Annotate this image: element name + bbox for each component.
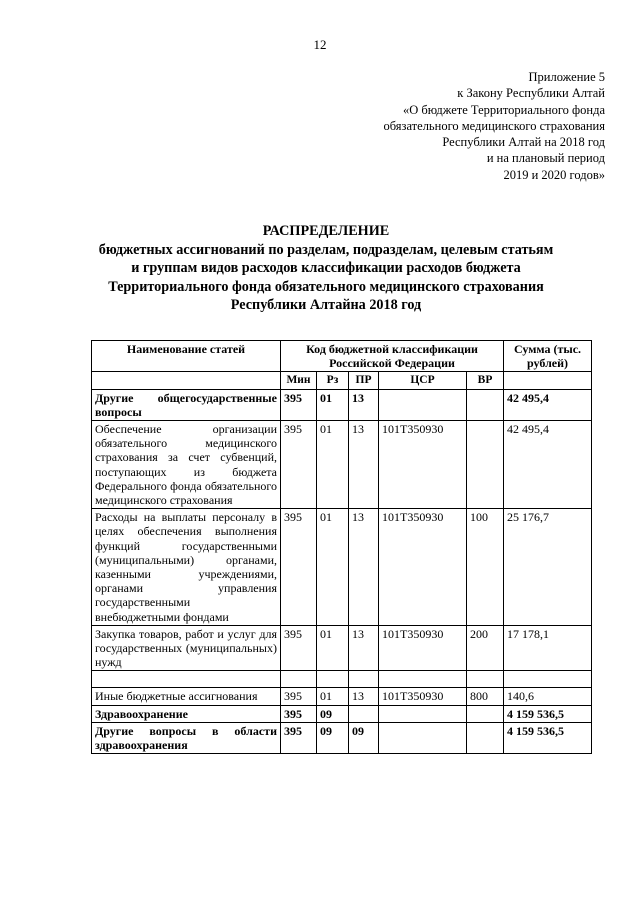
appendix-line: к Закону Республики Алтай: [457, 86, 605, 101]
row-rz: 01: [317, 625, 349, 671]
appendix-line: 2019 и 2020 годов»: [503, 167, 605, 182]
row-amount: 42 495,4: [504, 421, 592, 509]
row-csr: 101Т350930: [379, 509, 467, 626]
title-line: и группам видов расходов классификации расходов бюджета: [131, 260, 521, 276]
row-name: Здравоохранение: [92, 705, 281, 722]
row-name: Другие общегосударственные вопросы: [92, 389, 281, 420]
header-vr: ВР: [467, 372, 504, 389]
row-name: Иные бюджетные ассигнования: [92, 688, 281, 705]
table-row: [92, 688, 592, 705]
row-rz: 01: [317, 509, 349, 626]
budget-table: [91, 340, 592, 754]
table-row: [92, 705, 592, 722]
row-amount: 4 159 536,5: [504, 705, 592, 722]
row-min: 395: [281, 705, 317, 722]
header-amount-continued: [504, 372, 592, 389]
row-pr: 13: [349, 421, 379, 509]
row-min: 395: [281, 509, 317, 626]
row-rz: 01: [317, 389, 349, 420]
title-line: бюджетных ассигнований по разделам, подразделам, целевым статьям: [98, 241, 554, 258]
row-vr: 800: [467, 688, 504, 705]
row-pr: 09: [349, 722, 379, 753]
row-amount: 42 495,4: [504, 389, 592, 420]
row-csr: 101Т350930: [379, 421, 467, 509]
table-row: [92, 722, 592, 753]
header-amount: Сумма (тыс. рублей): [504, 341, 592, 372]
row-vr: [467, 705, 504, 722]
row-pr: 13: [349, 389, 379, 420]
row-rz: 01: [317, 688, 349, 705]
row-pr: 13: [349, 625, 379, 671]
row-vr: [467, 722, 504, 753]
row-amount: 4 159 536,5: [504, 722, 592, 753]
row-vr: [467, 389, 504, 420]
row-min: 395: [281, 389, 317, 420]
header-pr: ПР: [349, 372, 379, 389]
row-pr: 13: [349, 688, 379, 705]
row-min: 395: [281, 625, 317, 671]
appendix-line: Республики Алтай на 2018 год: [442, 135, 605, 150]
row-amount: 140,6: [504, 688, 592, 705]
appendix-line: Приложение 5: [528, 70, 605, 84]
document-title: [60, 222, 592, 315]
row-csr: 101Т350930: [379, 688, 467, 705]
row-vr: 100: [467, 509, 504, 626]
row-min: 395: [281, 688, 317, 705]
appendix-line: «О бюджете Территориального фонда: [402, 102, 605, 117]
appendix-line: обязательного медицинского страхования: [383, 118, 605, 133]
title-line: Республики Алтайна 2018 год: [230, 297, 422, 313]
row-name: Другие вопросы в области здравоохранения: [92, 722, 281, 753]
header-min: Мин: [281, 372, 317, 389]
row-rz: 09: [317, 722, 349, 753]
row-rz: 01: [317, 421, 349, 509]
row-amount: 17 178,1: [504, 625, 592, 671]
row-name: Расходы на выплаты персоналу в целях обеспечения выполнения функций государственными (муниципальными) органами, казенными учреждениями, органами управления государственными внебюджетными фондами: [92, 509, 281, 626]
appendix-note: [383, 69, 605, 183]
header-csr: ЦСР: [379, 372, 467, 389]
table-row: [92, 625, 592, 671]
row-csr: [379, 705, 467, 722]
title-main: РАСПРЕДЕЛЕНИЕ: [262, 223, 390, 239]
row-vr: 200: [467, 625, 504, 671]
row-pr: [349, 705, 379, 722]
table-row: [92, 389, 592, 420]
row-name: Закупка товаров, работ и услуг для государственных (муниципальных) нужд: [92, 625, 281, 671]
table-row: [92, 509, 592, 626]
row-pr: 13: [349, 509, 379, 626]
row-min: 395: [281, 722, 317, 753]
row-rz: 09: [317, 705, 349, 722]
row-vr: [467, 421, 504, 509]
row-csr: 101Т350930: [379, 625, 467, 671]
row-csr: [379, 722, 467, 753]
title-line: Территориального фонда обязательного медицинского страхования: [108, 278, 544, 295]
header-code-group: Код бюджетной классификации Российской Федерации: [281, 341, 504, 372]
appendix-line: и на плановый период: [486, 151, 605, 166]
header-name: Наименование статей: [92, 341, 281, 372]
header-name-continued: [92, 372, 281, 389]
spacer-row: [92, 671, 592, 688]
header-rz: Рз: [317, 372, 349, 389]
row-csr: [379, 389, 467, 420]
page-number: 12: [313, 37, 327, 52]
row-min: 395: [281, 421, 317, 509]
row-amount: 25 176,7: [504, 509, 592, 626]
row-name: Обеспечение организации обязательного медицинского страхования за счет субвенций, поступающих из бюджета Федерального фонда обязательного медицинского страхования: [92, 421, 281, 509]
table-row: [92, 421, 592, 509]
